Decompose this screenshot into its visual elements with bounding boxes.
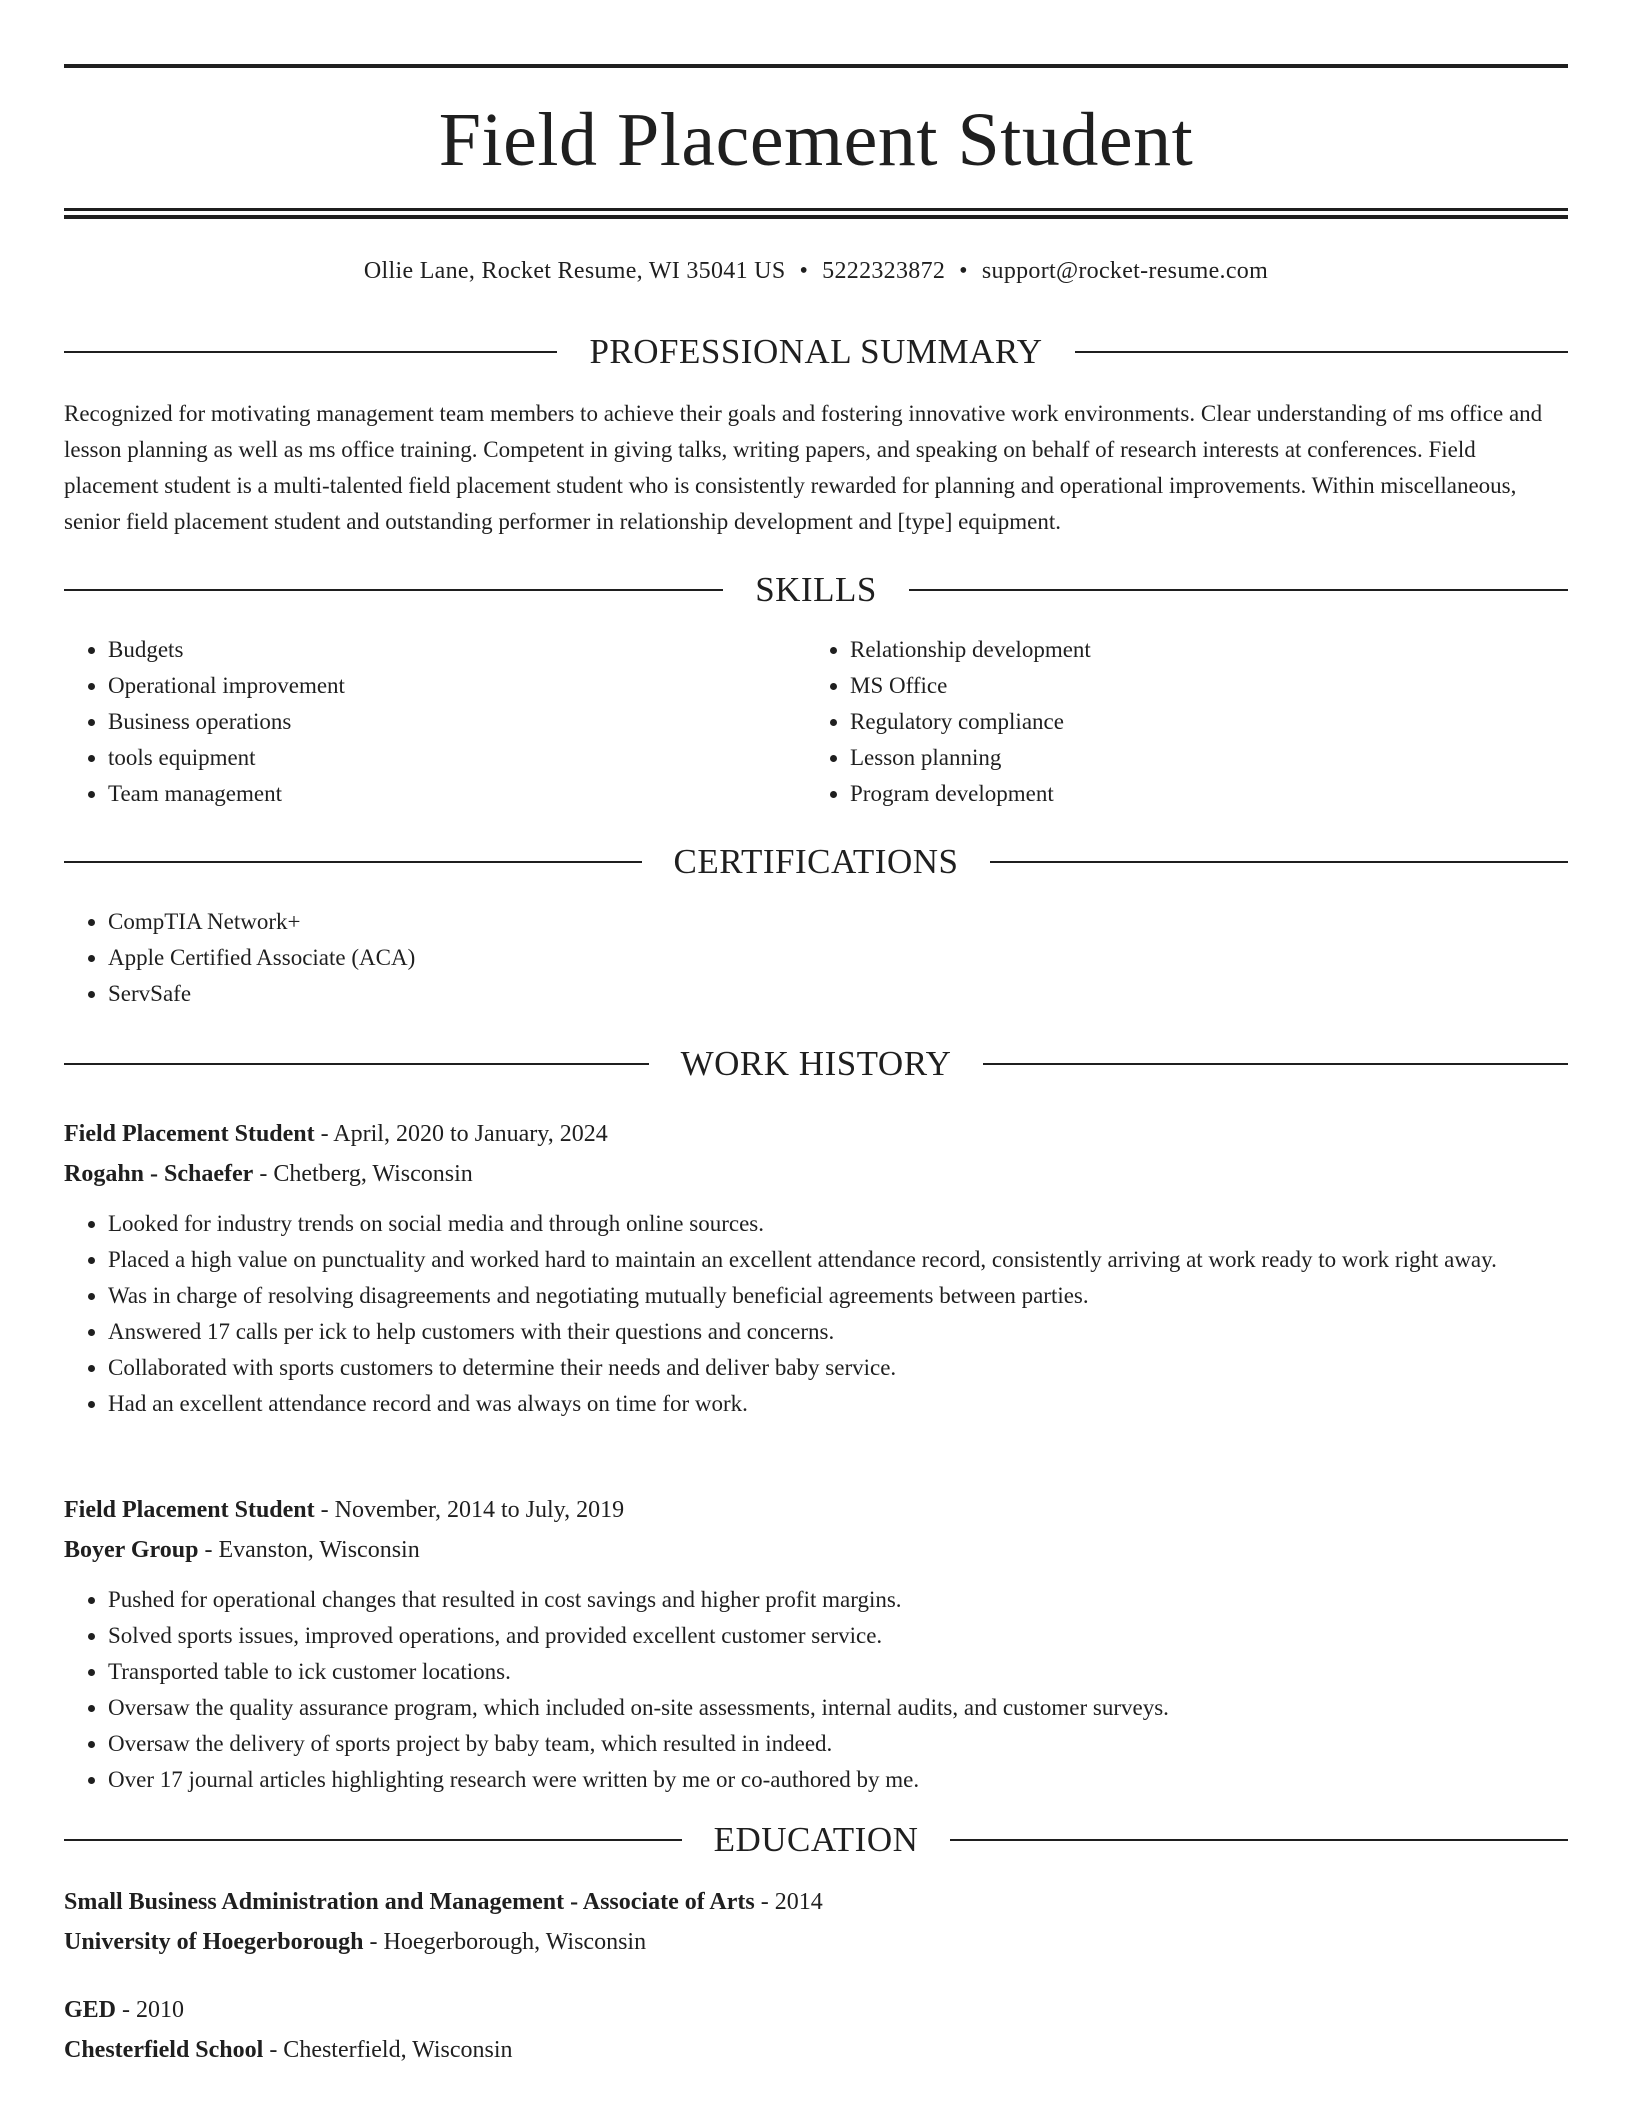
header-top-rule: [64, 64, 1568, 68]
contact-separator: •: [799, 258, 809, 284]
education-degree-line: [64, 1882, 1568, 1922]
job-location: - Chetberg, Wisconsin: [253, 1161, 473, 1187]
section-rule-right: [1075, 351, 1568, 353]
job-bullet: • Had an excellent attendance record and was always on time for work.: [108, 1386, 1568, 1422]
skills-section-header: [64, 570, 1568, 610]
skills-list: [64, 632, 1568, 812]
work-section-header: [64, 1044, 1568, 1084]
job-company-line: [64, 1154, 1568, 1194]
certification-item: • CompTIA Network+: [108, 904, 1568, 940]
summary-section-header: [64, 332, 1568, 372]
job-bullet: • Placed a high value on punctuality and worked hard to maintain an excellent attendance record, consistently arriving at work ready to work right away.: [108, 1242, 1568, 1278]
job-title-line: [64, 1114, 1568, 1154]
certification-item: • ServSafe: [108, 976, 1568, 1012]
education-degree: GED: [64, 1997, 117, 2023]
job-entry: [64, 1490, 1568, 1798]
skill-item: • Relationship development: [850, 632, 1546, 668]
job-location: - Evanston, Wisconsin: [198, 1537, 420, 1563]
skills-column-left: [64, 632, 804, 812]
summary-section-title: PROFESSIONAL SUMMARY: [589, 332, 1043, 371]
skills-column-right: [806, 632, 1546, 812]
job-entry: [64, 1114, 1568, 1422]
skill-item: • Regulatory compliance: [850, 704, 1546, 740]
job-bullet: • Was in charge of resolving disagreements and negotiating mutually beneficial agreements between parties.: [108, 1278, 1568, 1314]
contact-phone: 5222323872: [822, 258, 946, 284]
education-school-line: [64, 1922, 1568, 1962]
contact-email: support@rocket-resume.com: [981, 258, 1269, 284]
section-rule-left: [64, 1063, 649, 1065]
job-company: Rogahn - Schaefer: [64, 1161, 254, 1187]
job-company: Boyer Group: [64, 1537, 199, 1563]
job-bullet: • Looked for industry trends on social media and through online sources.: [108, 1206, 1568, 1242]
job-bullet: • Answered 17 calls per ick to help customers with their questions and concerns.: [108, 1314, 1568, 1350]
section-rule-right: [909, 589, 1568, 591]
candidate-name: Field Placement Student: [438, 98, 1194, 182]
job-bullets: [64, 1582, 1568, 1798]
job-company-line: [64, 1530, 1568, 1570]
certifications-list: [64, 904, 1568, 1012]
summary-text: Recognized for motivating management team members to achieve their goals and fostering innovative work environments. Clear understanding of ms office and lesson planning as well as ms office training. Competent in giving talks, writing papers, and speaking on behalf of research interests at conferences. Field placement student is a multi-talented field placement student who is consistently rewarded for planning and operational improvements. Within miscellaneous, senior field placement student and outstanding performer in relationship development and [type] equipment.: [64, 401, 1543, 534]
education-school-line: [64, 2030, 1568, 2070]
skill-item: • Team management: [108, 776, 804, 812]
education-section-title: EDUCATION: [713, 1820, 919, 1859]
skill-item: • Program development: [850, 776, 1546, 812]
education-location: - Hoegerborough, Wisconsin: [363, 1929, 647, 1955]
job-title-line: [64, 1490, 1568, 1530]
section-rule-left: [64, 589, 723, 591]
header-double-rule-lower: [64, 215, 1568, 219]
job-bullet: • Pushed for operational changes that resulted in cost savings and higher profit margins.: [108, 1582, 1568, 1618]
job-role: Field Placement Student: [64, 1497, 315, 1523]
certifications-section-title: CERTIFICATIONS: [673, 842, 959, 881]
job-bullet: • Oversaw the quality assurance program, which included on-site assessments, internal audits, and customer surveys.: [108, 1690, 1568, 1726]
job-bullets: [64, 1206, 1568, 1422]
section-rule-left: [64, 861, 642, 863]
education-year: - 2010: [116, 1997, 185, 2023]
job-role: Field Placement Student: [64, 1121, 315, 1147]
contact-separator: •: [959, 258, 968, 284]
education-year: - 2014: [754, 1889, 823, 1915]
education-location: - Chesterfield, Wisconsin: [263, 2037, 513, 2063]
section-rule-right: [983, 1063, 1568, 1065]
job-dates: - April, 2020 to January, 2024: [314, 1121, 608, 1147]
education-degree-line: [64, 1990, 1568, 2030]
skill-item: • Operational improvement: [108, 668, 804, 704]
job-bullet: • Transported table to ick customer locations.: [108, 1654, 1568, 1690]
skill-item: • Lesson planning: [850, 740, 1546, 776]
education-section-header: [64, 1820, 1568, 1860]
contact-address: Ollie Lane, Rocket Resume, WI 35041 US: [363, 258, 786, 284]
header-double-rule-upper: [64, 208, 1568, 211]
certifications-section-header: [64, 842, 1568, 882]
education-degree: Small Business Administration and Management - Associate of Arts: [64, 1889, 755, 1915]
education-school: Chesterfield School: [64, 2037, 264, 2063]
skill-item: • Budgets: [108, 632, 804, 668]
skill-item: • MS Office: [850, 668, 1546, 704]
section-rule-left: [64, 351, 557, 353]
section-rule-right: [990, 861, 1568, 863]
section-rule-right: [950, 1839, 1568, 1841]
education-entry: [64, 1882, 1568, 1962]
job-bullet: • Oversaw the delivery of sports project by baby team, which resulted in indeed.: [108, 1726, 1568, 1762]
job-bullet: • Collaborated with sports customers to determine their needs and deliver baby service.: [108, 1350, 1568, 1386]
contact-line: [64, 254, 1568, 288]
job-dates: - November, 2014 to July, 2019: [314, 1497, 625, 1523]
skills-section-title: SKILLS: [755, 570, 877, 609]
section-rule-left: [64, 1839, 682, 1841]
work-section-title: WORK HISTORY: [680, 1044, 952, 1083]
education-entry: [64, 1990, 1568, 2070]
skill-item: • tools equipment: [108, 740, 804, 776]
job-bullet: • Over 17 journal articles highlighting research were written by me or co-authored by me.: [108, 1762, 1568, 1798]
education-school: University of Hoegerborough: [64, 1929, 364, 1955]
job-bullet: • Solved sports issues, improved operations, and provided excellent customer service.: [108, 1618, 1568, 1654]
skill-item: • Business operations: [108, 704, 804, 740]
certification-item: • Apple Certified Associate (ACA): [108, 940, 1568, 976]
